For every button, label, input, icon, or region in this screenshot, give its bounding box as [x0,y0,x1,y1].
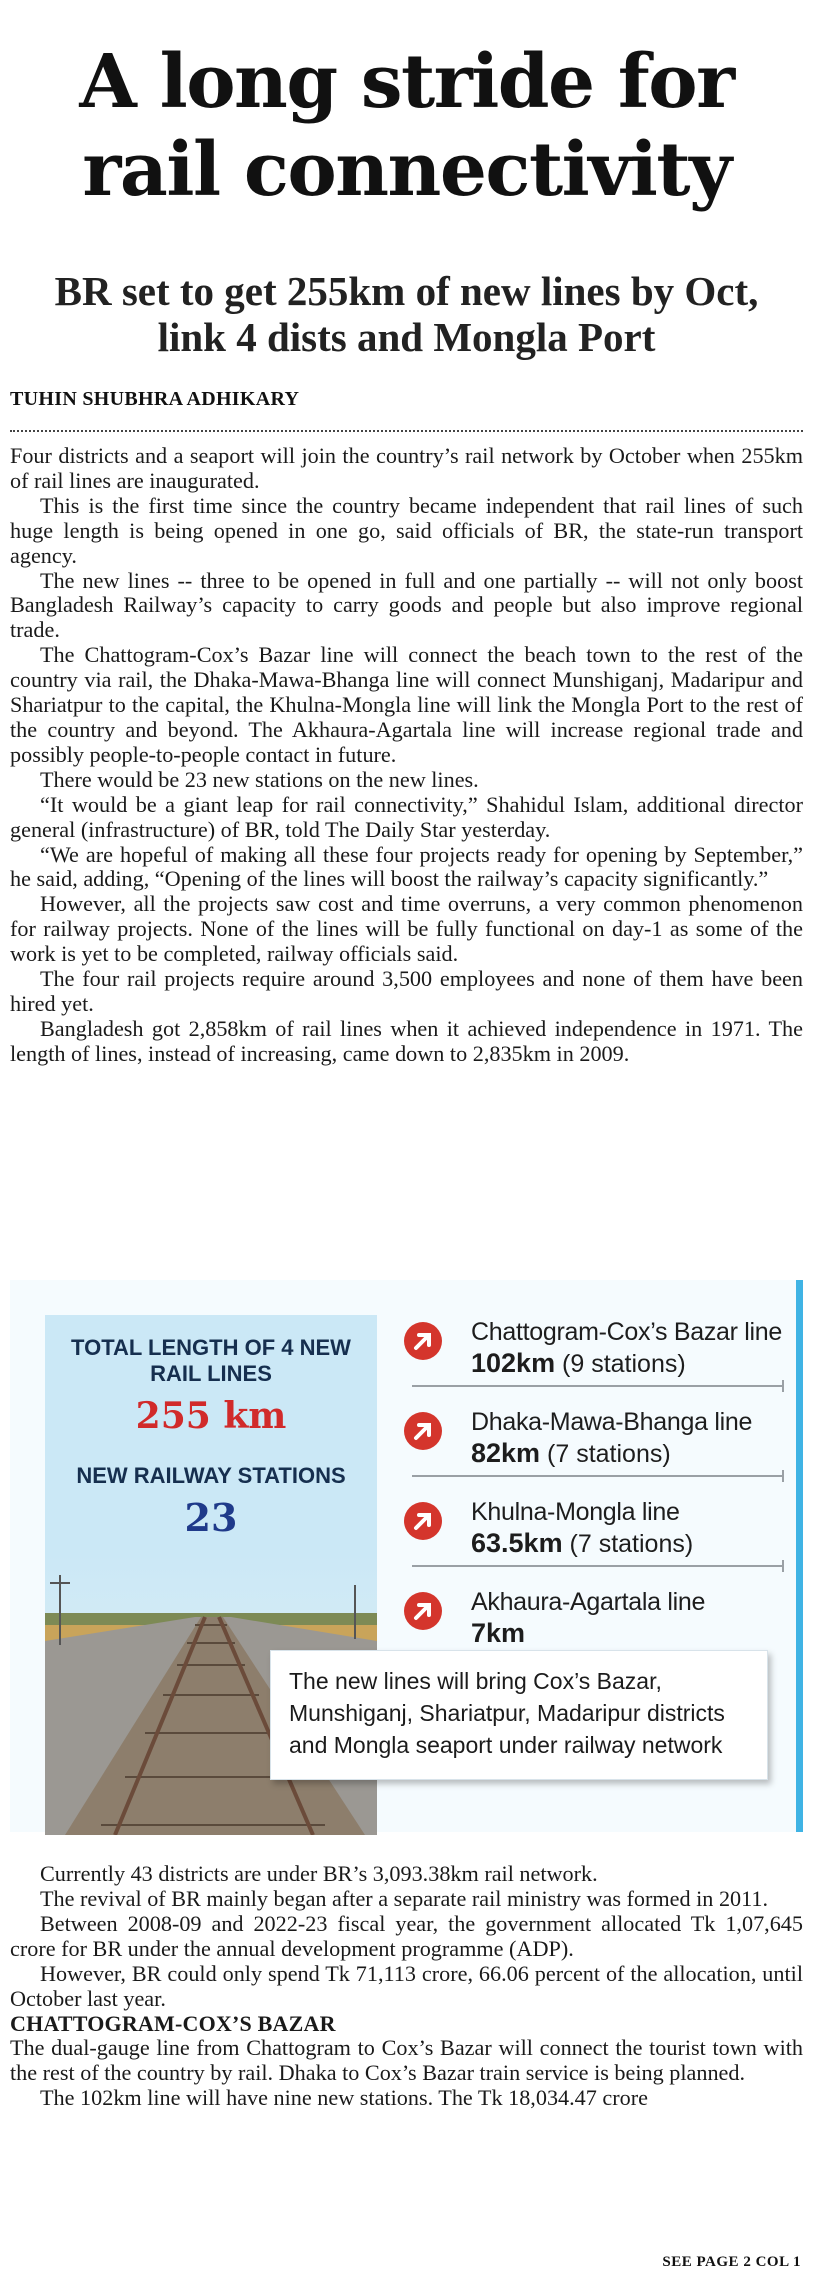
headline [0,38,813,214]
route-item [404,1310,794,1400]
article-paragraph: The Chattogram-Cox’s Bazar line will connect the beach town to the rest of the country via rail, the Dhaka-Mawa-Bhanga line will connect Munshiganj, Madaripur and Shariatpur to the capital, the Khulna-Mongla line will link the Mongla Port to the rest of the country and beyond. The Akhaura-Agartala line will increase regional trade and possibly people-to-people contact in future. [10,642,803,767]
route-name: Dhaka-Mawa-Bhanga line [471,1408,753,1436]
route-stations: (7 stations) [547,1440,671,1468]
new-stations-value: 23 [184,1495,238,1540]
article-paragraph: The new lines -- three to be opened in full and one partially -- will not only boost Bangladesh Railway’s capacity to carry goods and people but also improve regional trade. [10,567,803,643]
subhead-line-2: link 4 dists and Mongla Port [157,314,656,360]
route-length [471,1348,686,1379]
arrow-up-right-icon [404,1502,442,1540]
article-paragraph: However, all the projects saw cost and time overruns, a very common phenomenon for railway projects. None of the lines will be fully functional on day-1 as some of the work is yet to be completed, railway officials said. [10,891,803,967]
section-heading: CHATTOGRAM-COX’S BAZAR [10,2011,336,2037]
subheadline [0,268,813,360]
article-paragraph: The 102km line will have nine new stations. The Tk 18,034.47 crore [40,2085,648,2111]
headline-line-2: rail connectivity [82,127,731,213]
route-name: Khulna-Mongla line [471,1498,680,1526]
route-length [471,1438,671,1469]
total-length-label: TOTAL LENGTH OF 4 NEW RAIL LINES [71,1335,351,1386]
article-body-top [10,444,803,1067]
route-km: 102km [471,1348,556,1378]
article-paragraph: Currently 43 districts are under BR’s 3,093.38km rail network. [40,1861,598,1886]
route-name: Chattogram-Cox’s Bazar line [471,1318,783,1346]
route-name: Akhaura-Agartala line [471,1588,706,1616]
article-paragraph: “We are hopeful of making all these four projects ready for opening by September,” he said, adding, “Opening of the lines will boost the railway’s capacity significantly.” [10,841,803,892]
new-stations-label: NEW RAILWAY STATIONS [76,1463,346,1488]
article-paragraph: “It would be a giant leap for rail connectivity,” Shahidul Islam, additional director general (infrastructure) of BR, told The Daily Star yesterday. [10,791,803,842]
subhead-line-1: BR set to get 255km of new lines by Oct, [54,268,759,314]
article-paragraph: The dual-gauge line from Chattogram to Cox’s Bazar will connect the tourist town with the rest of the country by rail. Dhaka to Cox’s Bazar train service is being planned. [10,2035,803,2086]
arrow-up-right-icon [404,1412,442,1450]
route-km: 82km [471,1438,541,1468]
route-item [404,1490,794,1580]
article-paragraph: Four districts and a seaport will join the country’s rail network by October when 255km of rail lines are inaugurated. [10,443,803,493]
total-length-value: 255 km [135,1395,287,1437]
rail-lines-infographic [10,1280,803,1832]
article-paragraph: There would be 23 new stations on the new lines. [40,766,479,792]
route-divider [412,1385,782,1387]
route-length [471,1528,693,1559]
route-km: 7km [471,1618,526,1648]
route-stations: (7 stations) [569,1530,694,1558]
route-list [404,1310,794,1670]
byline: TUHIN SHUBHRA ADHIKARY [10,388,300,410]
route-divider [412,1475,782,1477]
arrow-up-right-icon [404,1322,442,1360]
route-divider [412,1565,782,1567]
route-length [471,1618,525,1649]
article-paragraph: Between 2008-09 and 2022-23 fiscal year, the government allocated Tk 1,07,645 crore for BR under the annual development programme (ADP). [10,1910,803,1961]
route-km: 63.5km [471,1528,563,1558]
article-paragraph: Bangladesh got 2,858km of rail lines when it achieved independence in 1971. The length of lines, instead of increasing, came down to 2,835km in 2009. [10,1015,803,1066]
article-paragraph: The four rail projects require around 3,500 employees and none of them have been hired yet. [10,966,803,1016]
article-paragraph: This is the first time since the country became independent that rail lines of such huge length is being opened in one go, said officials of BR, the state-run transport agency. [10,492,803,568]
article-paragraph: However, BR could only spend Tk 71,113 crore, 66.06 percent of the allocation, until October last year. [10,1960,803,2011]
article-paragraph: The revival of BR mainly began after a separate rail ministry was formed in 2011. [40,1885,769,1911]
byline-divider [10,430,803,432]
headline-line-1: A long stride for [79,39,734,125]
route-stations: (9 stations) [562,1350,686,1378]
continuation-reference: SEE PAGE 2 COL 1 [662,2254,801,2270]
article-body-bottom [10,1862,803,2111]
route-item [404,1400,794,1490]
infographic-callout: The new lines will bring Cox’s Bazar, Munshiganj, Shariatpur, Madaripur districts and Mongla seaport under railway network [270,1650,768,1780]
arrow-up-right-icon [404,1592,442,1630]
